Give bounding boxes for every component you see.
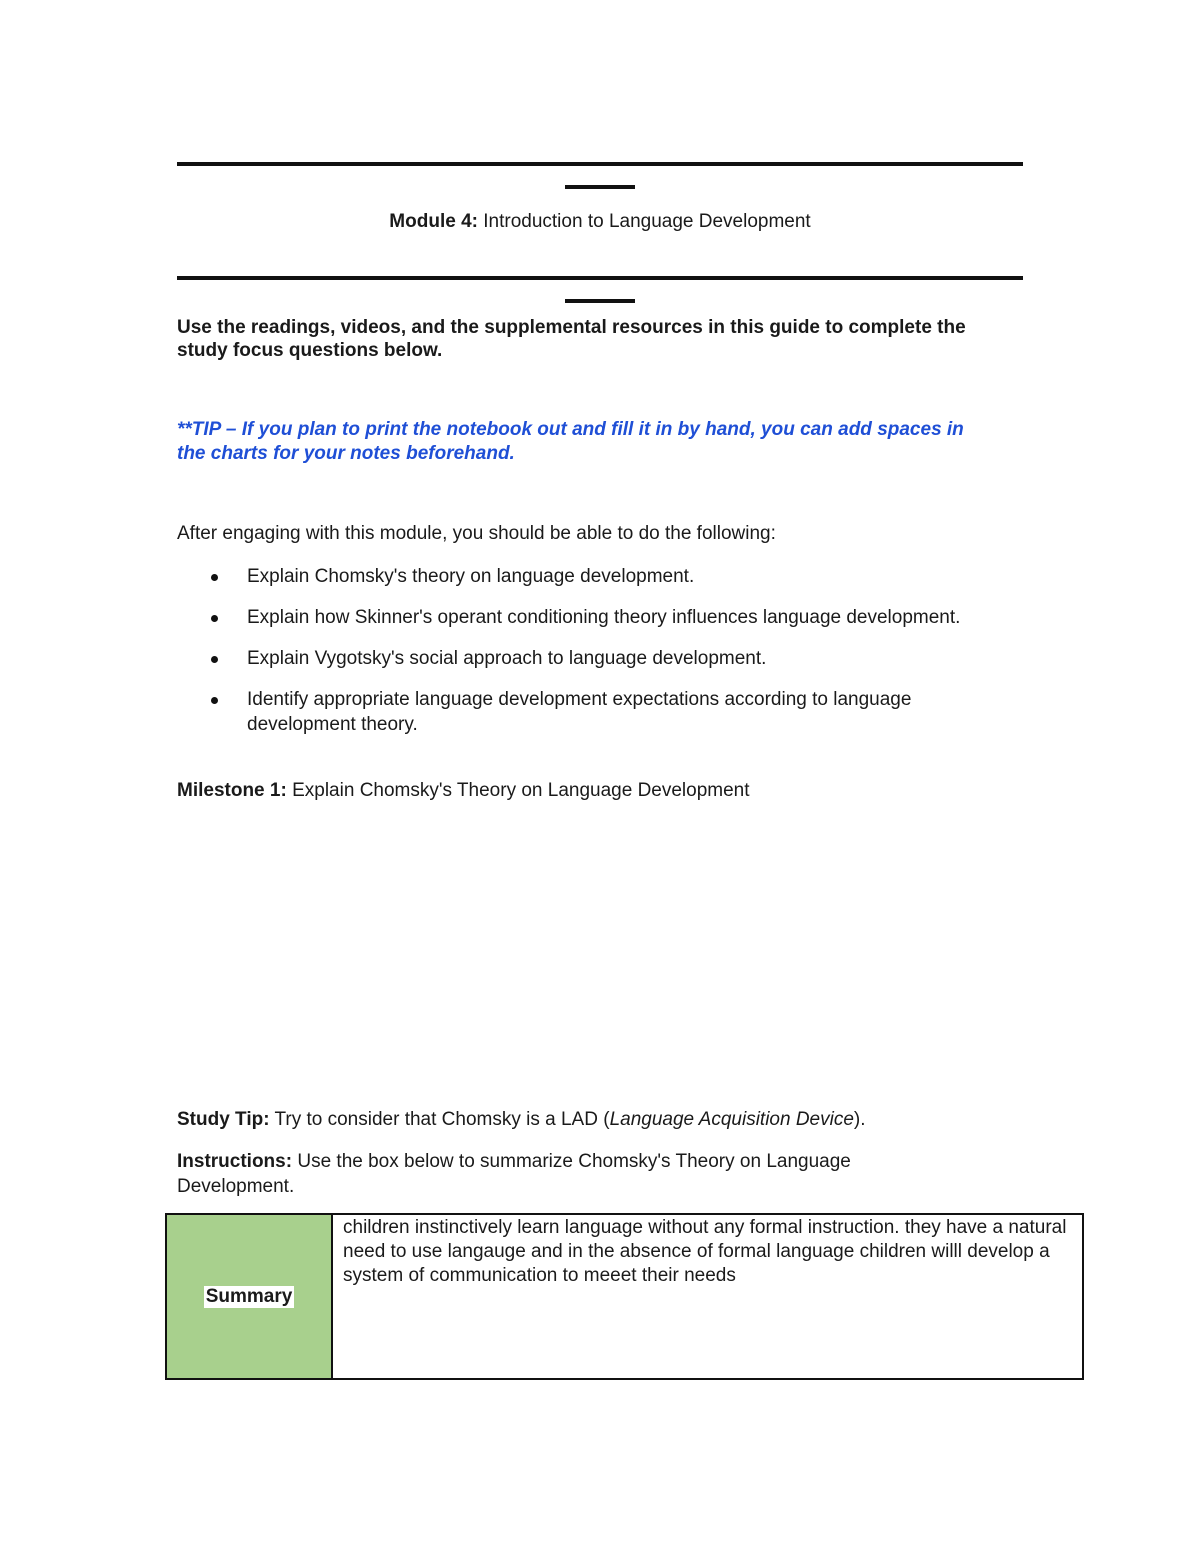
milestone-label: Milestone 1: xyxy=(177,780,287,801)
divider-line-short xyxy=(565,299,635,303)
list-item xyxy=(177,605,1017,630)
bullet-icon xyxy=(211,656,218,663)
milestone-text: Explain Chomsky's Theory on Language Development xyxy=(292,780,750,801)
study-tip-text: Try to consider that Chomsky is a LAD ( xyxy=(274,1109,610,1130)
instructions-label: Instructions: xyxy=(177,1151,293,1172)
divider-line-short xyxy=(565,185,635,189)
summary-table xyxy=(165,1213,1084,1380)
objective-text: Explain Chomsky's theory on language development. xyxy=(247,566,695,587)
bullet-icon xyxy=(211,574,218,581)
study-tip-label: Study Tip: xyxy=(177,1109,270,1130)
instructions xyxy=(177,1149,967,1199)
study-tip-text-end: ). xyxy=(853,1109,866,1130)
objective-text: Explain Vygotsky's social approach to language development. xyxy=(247,648,767,669)
objective-text: Identify appropriate language development expectations according to language development theory. xyxy=(247,689,912,735)
study-tip-italic: Language Acquisition Device xyxy=(609,1109,854,1130)
summary-text-cell[interactable]: children instinctively learn language without any formal instruction. they have a natural need to use langauge and in the absence of formal language children willl develop a system of communication to meeet their needs xyxy=(343,1217,1067,1286)
bullet-icon xyxy=(211,697,218,704)
module-heading xyxy=(177,210,1023,234)
module-label: Module 4: xyxy=(389,211,478,232)
summary-label: Summary xyxy=(205,1285,293,1307)
module-title: Introduction to Language Development xyxy=(483,211,811,232)
bottom-divider xyxy=(177,266,1023,303)
list-item xyxy=(177,564,1017,589)
bullet-icon xyxy=(211,615,218,622)
instructions-text: Use the box below to summarize Chomsky's Theory on Language Development. xyxy=(177,1151,851,1197)
summary-label-cell xyxy=(167,1215,333,1378)
intro-text: Use the readings, videos, and the supplemental resources in this guide to complete the study focus questions below. xyxy=(177,317,966,361)
top-divider xyxy=(177,152,1023,189)
divider-line-long xyxy=(177,162,1023,166)
list-item xyxy=(177,646,1017,671)
milestone-heading xyxy=(177,779,1017,803)
divider-line-long xyxy=(177,276,1023,280)
objective-text: Explain how Skinner's operant conditioning theory influences language development. xyxy=(247,607,961,628)
objectives-list xyxy=(177,564,1017,753)
study-tip xyxy=(177,1108,1017,1132)
objectives-lead: After engaging with this module, you should be able to do the following: xyxy=(177,523,776,544)
list-item xyxy=(177,687,1017,737)
tip-text: **TIP – If you plan to print the notebook out and fill it in by hand, you can add spaces in the charts for your notes beforehand. xyxy=(177,419,964,464)
